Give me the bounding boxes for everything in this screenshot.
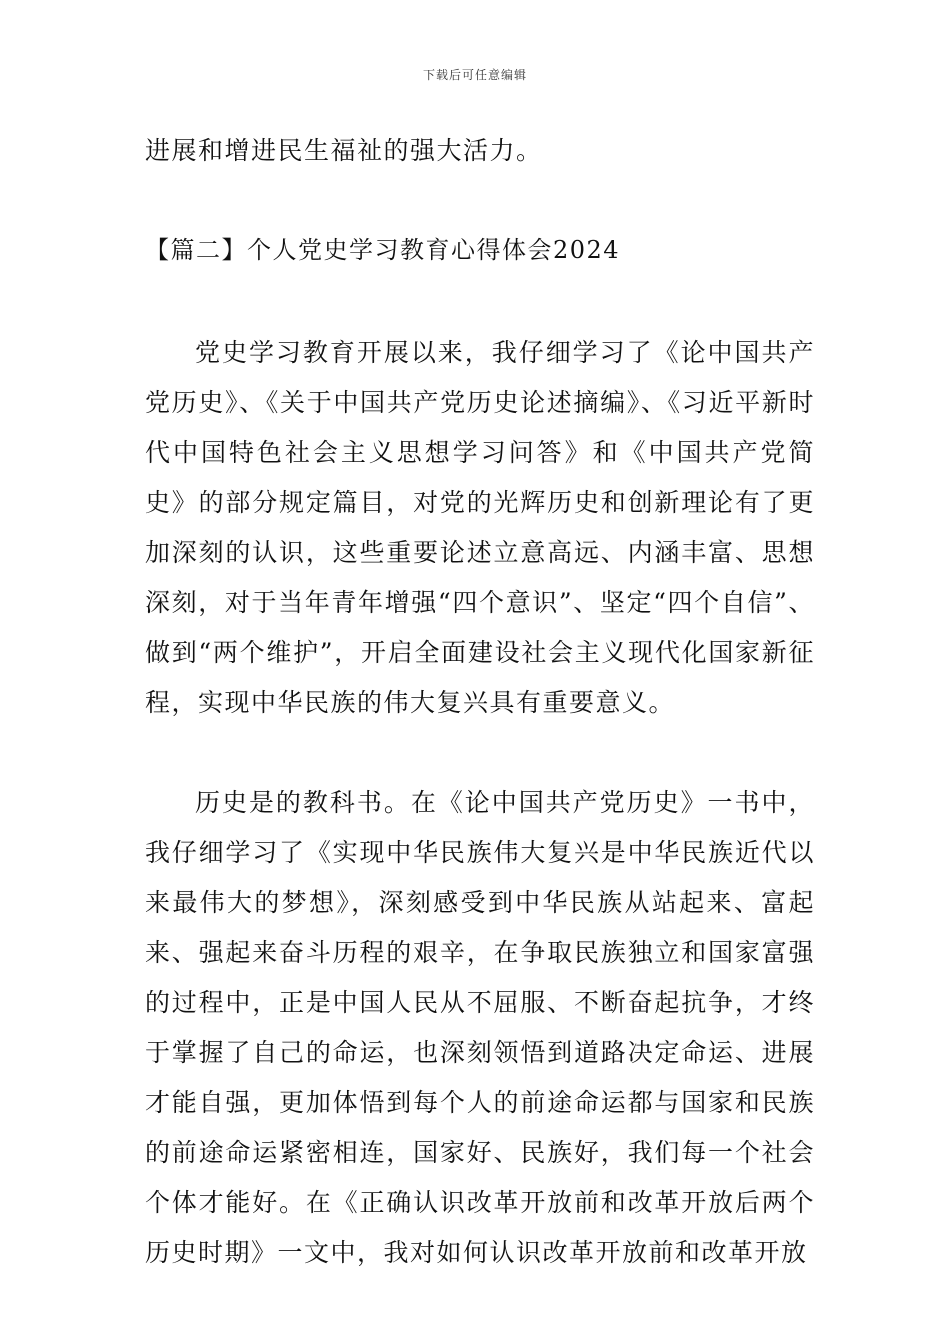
section-heading: 【篇二】个人党史学习教育心得体会2024 (145, 236, 621, 264)
header-note: 下载后可任意编辑 (422, 68, 527, 82)
continuation-line: 进展和增进民生福祉的强大活力。 (145, 136, 543, 165)
paragraph-2: 历史是的教科书。在《论中国共产党历史》一书中，我仔细学习了《实现中华民族伟大复兴是中华民族近代以来最伟大的梦想》，深刻感受到中华民族从站起来、富起来、强起来奋斗历程的艰辛，在争取民族独立和国家富强的过程中，正是中国人民从不屈服、不断奋起抗争，才终于掌握了自己的命运，也深刻领悟到道路决定命运、进展才能自强，更加体悟到每个人的前途命运都与国家和民族的前途命运紧密相连，国家好、民族好，我们每一个社会个体才能好。在《正确认识改革开放前和改革开放后两个历史时期》一文中，我对如何认识改革开放前和改革开放 (145, 788, 815, 1267)
paragraph-1: 党史学习教育开展以来，我仔细学习了《论中国共产党历史》、《关于中国共产党历史论述摘编》、《习近平新时代中国特色社会主义思想学习问答》和《中国共产党简史》的部分规定篇目，对党的光辉历史和创新理论有了更加深刻的认识，这些重要论述立意高远、内涵丰富、思想深刻，对于当年青年增强“四个意识”、坚定“四个自信”、做到“两个维护”，开启全面建设社会主义现代化国家新征程，实现中华民族的伟大复兴具有重要意义。 (145, 338, 815, 717)
